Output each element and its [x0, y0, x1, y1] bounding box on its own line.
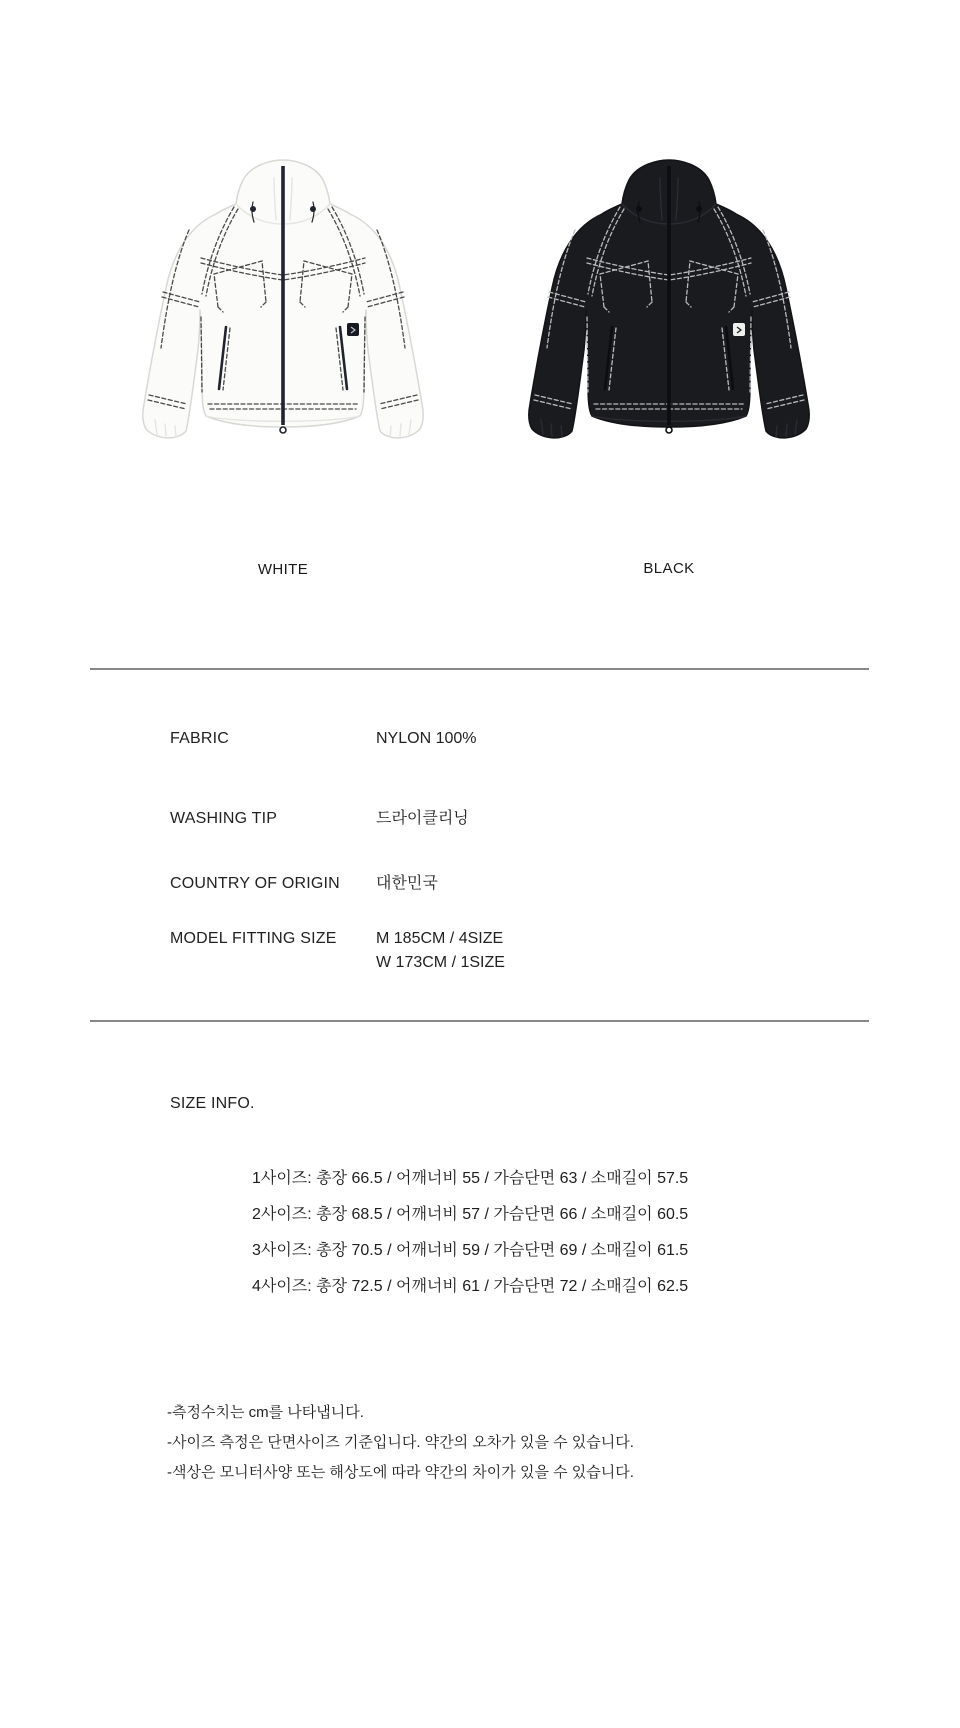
- note-measurement-unit: -측정수치는 cm를 나타냅니다.: [167, 1404, 364, 1421]
- size-row-1: 1사이즈: 총장 66.5 / 어깨너비 55 / 가슴단면 63 / 소매길이 57.5: [252, 1170, 689, 1187]
- spec-value-washing-tip: 드라이클리닝: [376, 810, 469, 827]
- size-row-2: 2사이즈: 총장 68.5 / 어깨너비 57 / 가슴단면 66 / 소매길이 60.5: [252, 1206, 689, 1223]
- spec-row-model-fitting-size: [170, 928, 866, 976]
- spec-label-country-of-origin: COUNTRY OF ORIGIN: [170, 875, 340, 892]
- note-measurement-tolerance: -사이즈 측정은 단면사이즈 기준입니다. 약간의 오차가 있을 수 있습니다.: [167, 1434, 634, 1451]
- note-color-difference: -색상은 모니터사양 또는 해상도에 따라 약간의 차이가 있을 수 있습니다.: [167, 1464, 634, 1481]
- divider-top: [90, 668, 869, 670]
- size-row-4: 4사이즈: 총장 72.5 / 어깨너비 61 / 가슴단면 72 / 소매길이 62.5: [252, 1278, 689, 1295]
- spec-value-fabric: NYLON 100%: [376, 730, 477, 747]
- spec-value-model-fitting-w: W 173CM / 1SIZE: [376, 954, 505, 971]
- spec-row-fabric: [170, 728, 866, 749]
- product-label-white: WHITE: [257, 561, 309, 578]
- spec-value-model-fitting-m: M 185CM / 4SIZE: [376, 930, 504, 947]
- product-image-white-jacket: [133, 152, 433, 452]
- white-jacket-image: [133, 152, 433, 452]
- spec-row-washing-tip: [170, 808, 866, 829]
- spec-label-model-fitting-size: MODEL FITTING SIZE: [170, 930, 337, 947]
- size-row-3: 3사이즈: 총장 70.5 / 어깨너비 59 / 가슴단면 69 / 소매길이 61.5: [252, 1242, 689, 1259]
- size-info-table: [252, 1161, 688, 1305]
- spec-value-country-of-origin: 대한민국: [376, 875, 438, 892]
- product-image-black-jacket: [519, 152, 819, 452]
- size-info-notes: [167, 1398, 634, 1488]
- spec-label-washing-tip: WASHING TIP: [170, 810, 278, 827]
- size-info-title: SIZE INFO.: [170, 1095, 255, 1112]
- product-label-black: BLACK: [643, 560, 695, 577]
- divider-bottom: [90, 1020, 869, 1022]
- spec-row-country-of-origin: [170, 873, 866, 894]
- spec-label-fabric: FABRIC: [170, 730, 229, 747]
- black-jacket-image: [519, 152, 819, 452]
